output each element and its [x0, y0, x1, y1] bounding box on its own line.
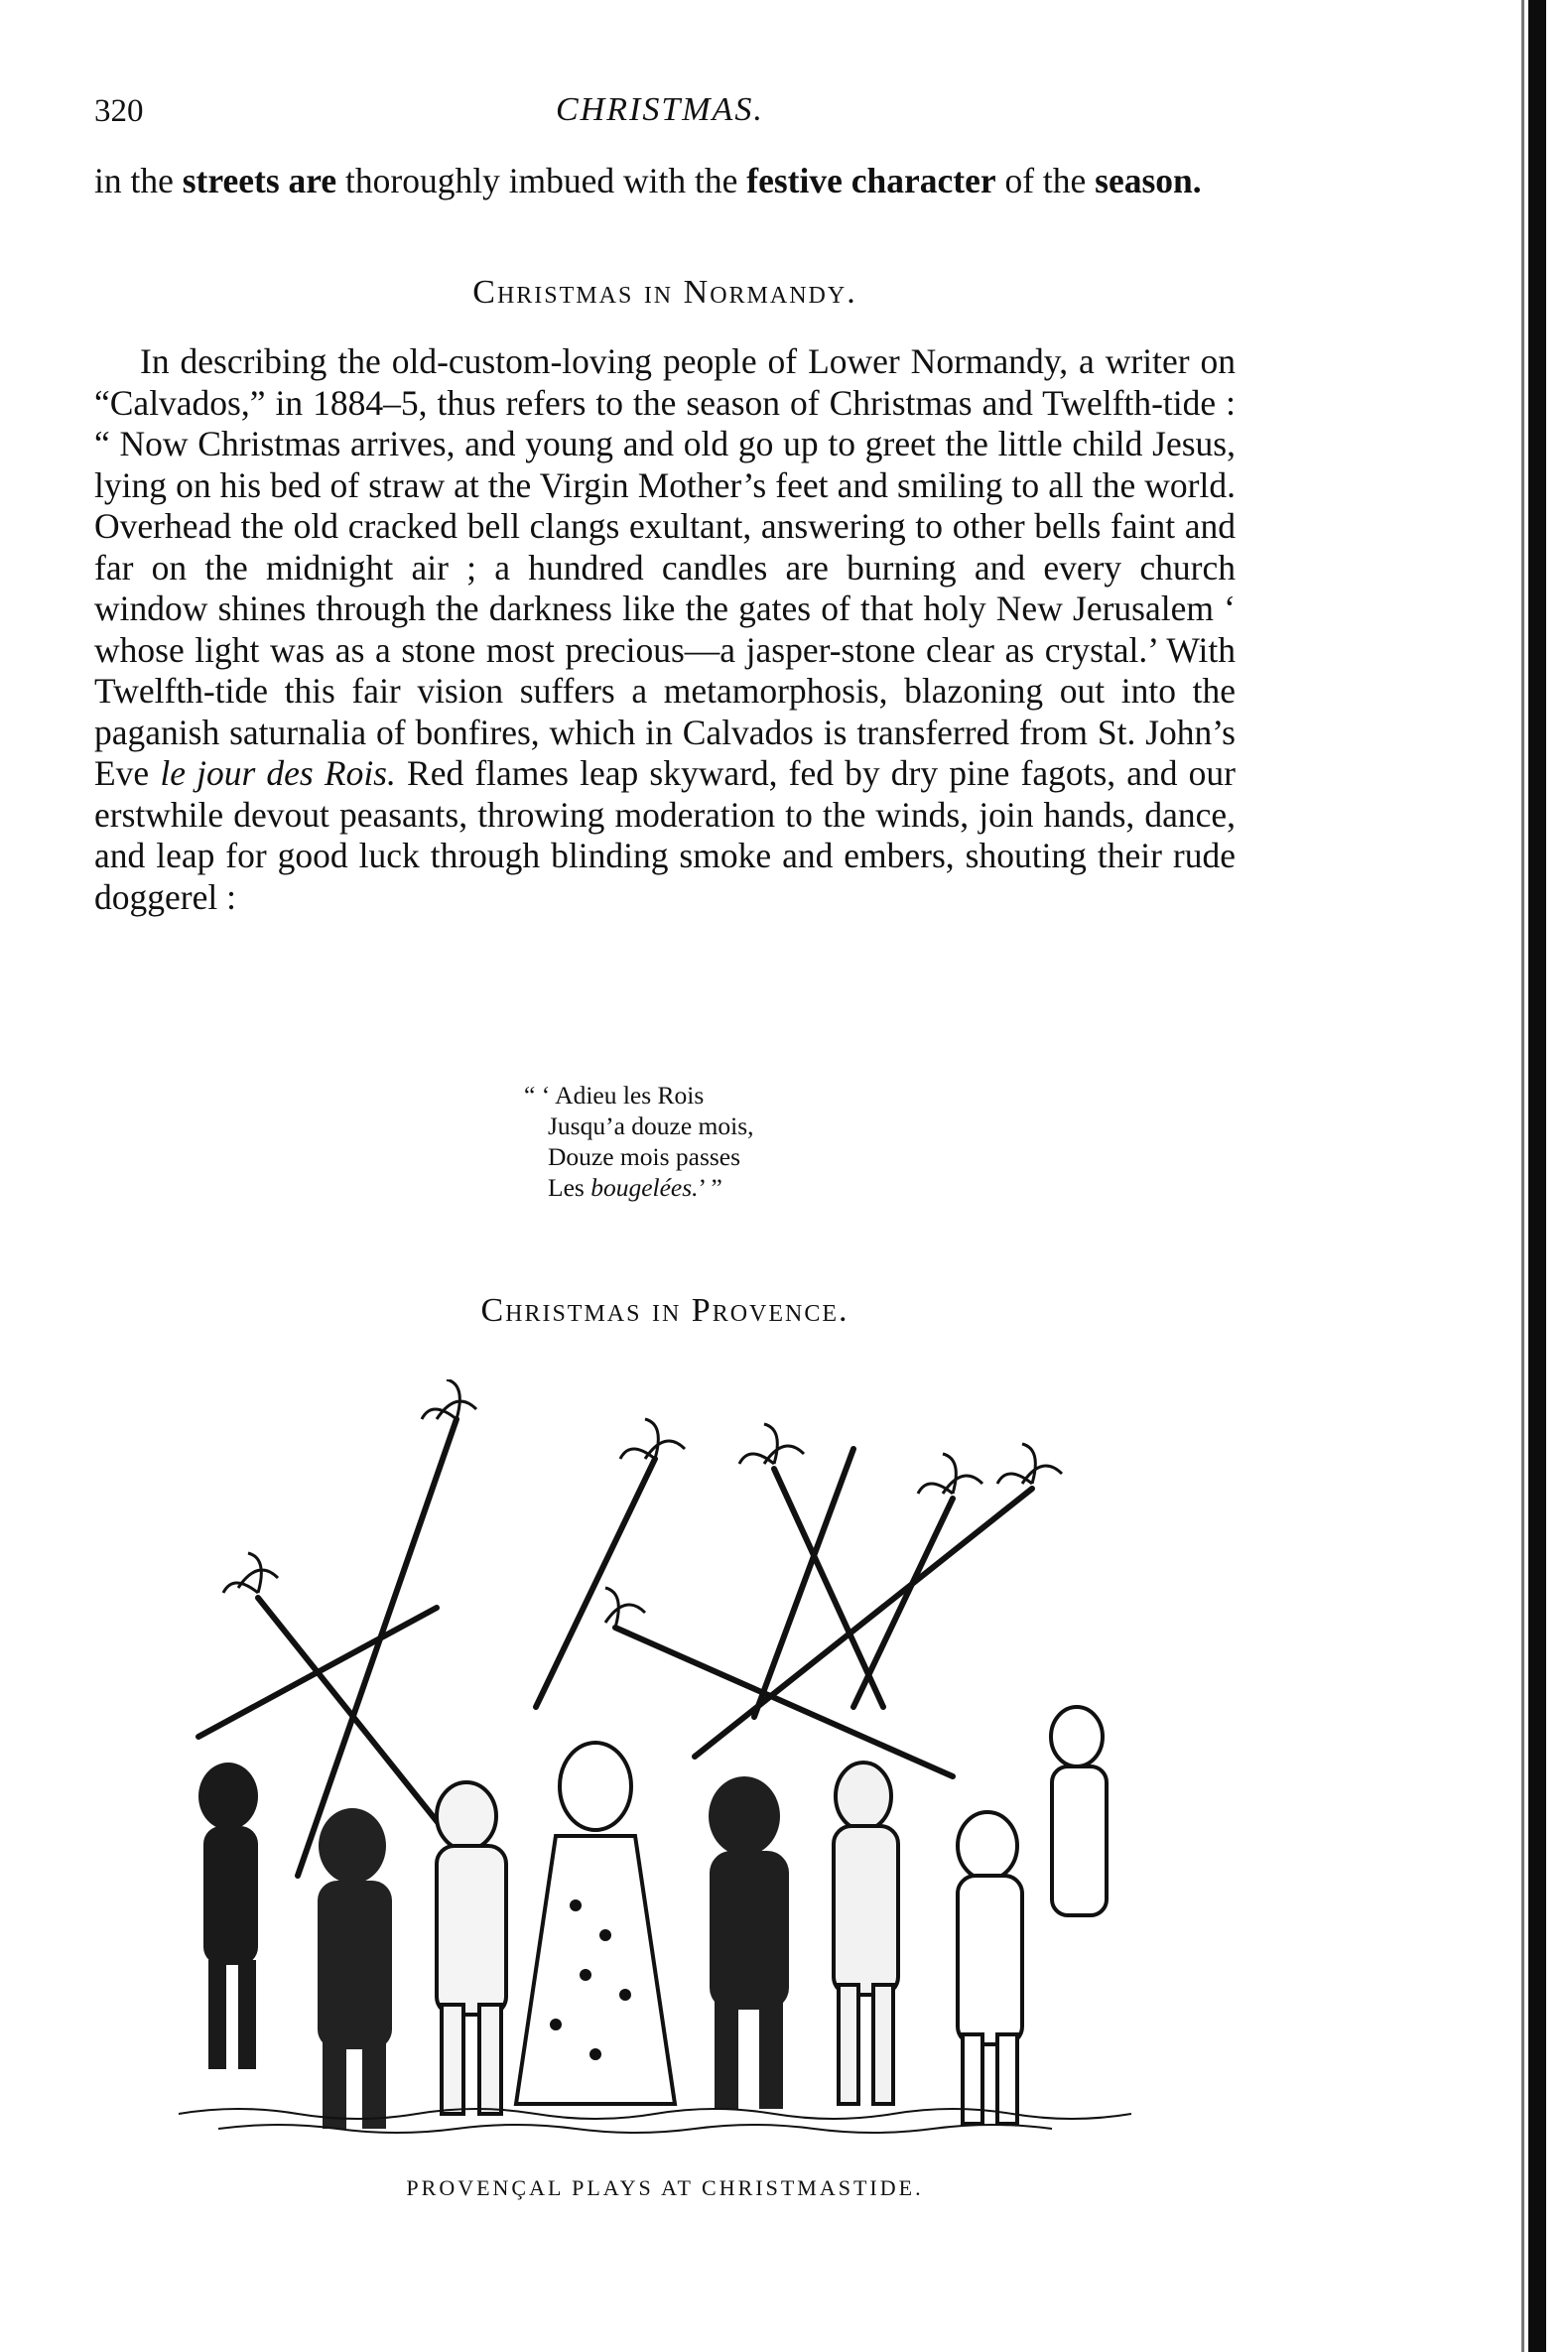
continuation-bold: season.	[1095, 161, 1202, 200]
pole-line	[198, 1608, 437, 1737]
pole-line	[754, 1449, 853, 1717]
verse-text: Les	[548, 1173, 591, 1202]
paragraph-text: Red flames leap skyward, fed by dry pine fagots, and our erstwhile devout peasants, throwing moderation to the winds, join hands, dance, and leap for good luck through blinding smoke and embers, shouting their rude doggerel :	[94, 753, 1236, 917]
page-number: 320	[94, 93, 144, 129]
verse-block	[524, 1080, 754, 1203]
verse-line: “ ‘ Adieu les Rois	[524, 1081, 705, 1110]
ground-shading	[179, 2109, 1131, 2133]
page-edge	[1528, 0, 1546, 2352]
pole-line	[298, 1419, 457, 1876]
illustration-caption: PROVENÇAL PLAYS AT CHRISTMASTIDE.	[406, 2175, 924, 2200]
continuation-paragraph	[94, 161, 1236, 202]
verse-line	[524, 1172, 754, 1203]
verse-line: Douze mois passes	[548, 1142, 741, 1171]
normandy-paragraph	[94, 341, 1236, 918]
running-title: CHRISTMAS.	[556, 91, 764, 128]
section-heading-provence: Christmas in Provence.	[480, 1292, 849, 1329]
continuation-text: of the	[995, 161, 1096, 200]
verse-line: Jusqu’a douze mois,	[548, 1111, 754, 1140]
paragraph-text: In describing the old-custom-loving people of Lower Normandy, a writer on “Calvados,” in 1884–5, thus refers to the season of Christmas and Twelfth-tide : “ Now Christmas arrives, and young and old go up to greet the little child Jesus, lying on his bed of straw at the Virgin Mother’s feet and smiling to all the world. Overhead the old cracked bell clangs exultant, answering to other bells faint and far on the midnight air ; a hundred candles are burning and every church window shines through the darkness like the gates of that holy New Jerusalem ‘ whose light was as a stone most precious—a jasper-stone clear as crystal.’ With Twelfth-tide this fair vision suffers a metamorphosis, blazoning out into the paganish saturnalia of bonfires, which in Calvados is transferred from St. John’s Eve	[94, 341, 1236, 793]
verse-italic: bougelées.	[590, 1173, 699, 1202]
continuation-text: thoroughly imbued with the	[336, 161, 747, 200]
continuation-bold: festive character	[746, 161, 996, 200]
continuation-bold: streets are	[182, 161, 337, 200]
pole-line	[853, 1499, 953, 1707]
pole-line	[774, 1469, 883, 1707]
paragraph-italic: le jour des Rois.	[160, 753, 396, 793]
pole-line	[536, 1459, 655, 1707]
pole-line	[615, 1628, 953, 1776]
section-heading-normandy: Christmas in Normandy.	[472, 274, 857, 311]
page-edge-shadow	[1521, 0, 1524, 2352]
continuation-text: in the	[94, 161, 183, 200]
provencal-plays-illustration	[139, 1379, 1141, 2144]
pole-line	[695, 1489, 1032, 1757]
foliage-tufts	[223, 1379, 1062, 1628]
verse-text: ’ ”	[698, 1173, 722, 1202]
